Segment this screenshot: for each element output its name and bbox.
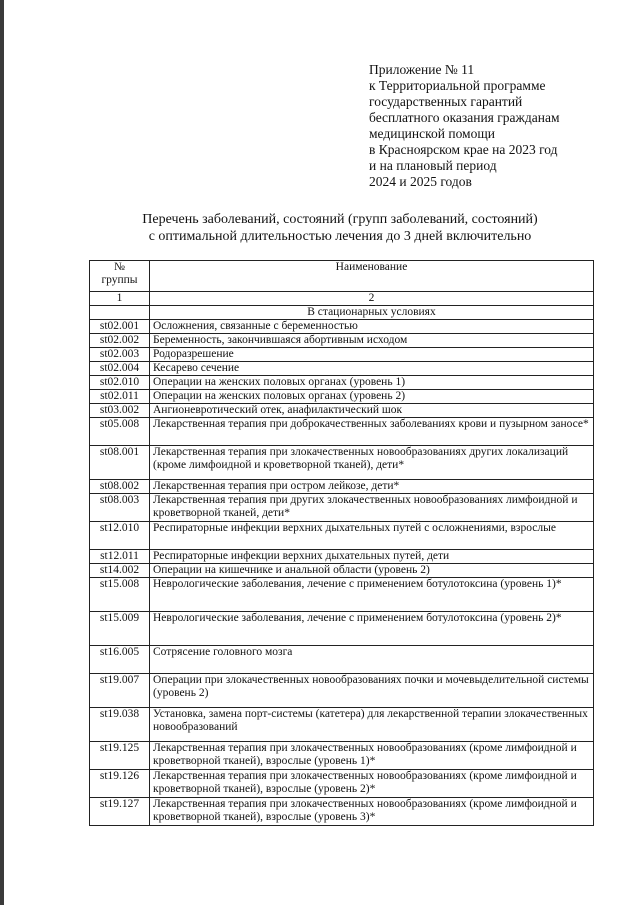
table-row: [90, 578, 594, 612]
group-code: st12.010: [90, 522, 150, 550]
group-name: Операции на женских половых органах (уровень 2): [150, 390, 594, 404]
table-row: [90, 494, 594, 522]
group-name: Осложнения, связанные с беременностью: [150, 320, 594, 334]
appendix-line: бесплатного оказания гражданам: [369, 110, 560, 125]
group-name: Операции при злокачественных новообразованиях почки и мочевыделительной системы (уровень 2): [150, 674, 594, 708]
group-code: st12.011: [90, 550, 150, 564]
group-code: st02.001: [90, 320, 150, 334]
document-title: [80, 211, 600, 245]
group-name: Неврологические заболевания, лечение с применением ботулотоксина (уровень 2)*: [150, 612, 594, 646]
table-row: [90, 646, 594, 674]
table-row: [90, 390, 594, 404]
table-row: [90, 798, 594, 826]
appendix-line: медицинской помощи: [369, 126, 495, 141]
appendix-block: [369, 62, 629, 190]
header-group-number: № группы: [90, 261, 150, 292]
table-row: [90, 564, 594, 578]
table-row: [90, 480, 594, 494]
group-code: st02.004: [90, 362, 150, 376]
group-code: st08.002: [90, 480, 150, 494]
appendix-line: и на плановый период: [369, 158, 497, 173]
group-code: st02.003: [90, 348, 150, 362]
table-row: [90, 418, 594, 446]
group-name: Операции на кишечнике и анальной области (уровень 2): [150, 564, 594, 578]
group-code: st19.038: [90, 708, 150, 742]
table-row: [90, 362, 594, 376]
table-row: [90, 404, 594, 418]
group-code: st02.010: [90, 376, 150, 390]
table-row: [90, 612, 594, 646]
group-name: Сотрясение головного мозга: [150, 646, 594, 674]
table-header-row: [90, 261, 594, 292]
group-code: st03.002: [90, 404, 150, 418]
appendix-line: к Территориальной программе: [369, 78, 546, 93]
appendix-line: Приложение № 11: [369, 62, 475, 77]
section-row: [90, 306, 594, 320]
group-name: Родоразрешение: [150, 348, 594, 362]
group-code: st15.009: [90, 612, 150, 646]
table-row: [90, 708, 594, 742]
appendix-line: 2024 и 2025 годов: [369, 174, 472, 189]
header-name: Наименование: [150, 261, 594, 292]
title-line-2: с оптимальной длительностью лечения до 3 дней включительно: [148, 229, 532, 244]
column-number-1: 1: [90, 292, 150, 306]
group-name: Лекарственная терапия при злокачественных новообразованиях (кроме лимфоидной и кроветворной тканей), взрослые (уровень 3)*: [150, 798, 594, 826]
group-code: st14.002: [90, 564, 150, 578]
table-row: [90, 376, 594, 390]
group-name: Ангионевротический отек, анафилактический шок: [150, 404, 594, 418]
column-number-2: 2: [150, 292, 594, 306]
scan-edge: [0, 0, 4, 905]
appendix-line: в Красноярском крае на 2023 год: [369, 142, 558, 157]
group-name: Лекарственная терапия при злокачественных новообразованиях (кроме лимфоидной и кроветворной тканей), взрослые (уровень 1)*: [150, 742, 594, 770]
group-code: st19.007: [90, 674, 150, 708]
group-name: Лекарственная терапия при других злокачественных новообразованиях лимфоидной и кроветворной тканей, дети*: [150, 494, 594, 522]
section-title: В стационарных условиях: [150, 306, 594, 320]
group-name: Лекарственная терапия при злокачественных новообразованиях других локализаций (кроме лимфоидной и кроветворной тканей), дети*: [150, 446, 594, 480]
group-name: Респираторные инфекции верхних дыхательных путей с осложнениями, взрослые: [150, 522, 594, 550]
group-code: st16.005: [90, 646, 150, 674]
group-name: Лекарственная терапия при остром лейкозе, дети*: [150, 480, 594, 494]
group-name: Лекарственная терапия при доброкачественных заболеваниях крови и пузырном заносе*: [150, 418, 594, 446]
table-row: [90, 522, 594, 550]
table-row: [90, 674, 594, 708]
appendix-line: государственных гарантий: [369, 94, 523, 109]
group-name: Операции на женских половых органах (уровень 1): [150, 376, 594, 390]
group-code: st08.001: [90, 446, 150, 480]
table-row: [90, 770, 594, 798]
disease-table: [89, 260, 594, 826]
table-row: [90, 334, 594, 348]
group-code: st19.127: [90, 798, 150, 826]
group-code: st08.003: [90, 494, 150, 522]
table-row: [90, 550, 594, 564]
group-code: st02.002: [90, 334, 150, 348]
table-row: [90, 446, 594, 480]
table-row: [90, 348, 594, 362]
title-line-1: Перечень заболеваний, состояний (групп заболеваний, состояний): [142, 212, 538, 227]
group-code: st02.011: [90, 390, 150, 404]
table-row: [90, 742, 594, 770]
group-code: st15.008: [90, 578, 150, 612]
group-name: Установка, замена порт-системы (катетера) для лекарственной терапии злокачественных новообразований: [150, 708, 594, 742]
group-name: Лекарственная терапия при злокачественных новообразованиях (кроме лимфоидной и кроветворной тканей), взрослые (уровень 2)*: [150, 770, 594, 798]
group-name: Респираторные инфекции верхних дыхательных путей, дети: [150, 550, 594, 564]
table-row: [90, 320, 594, 334]
group-code: st19.126: [90, 770, 150, 798]
group-name: Беременность, закончившаяся абортивным исходом: [150, 334, 594, 348]
column-numbers-row: [90, 292, 594, 306]
group-code: st05.008: [90, 418, 150, 446]
group-code: st19.125: [90, 742, 150, 770]
group-name: Неврологические заболевания, лечение с применением ботулотоксина (уровень 1)*: [150, 578, 594, 612]
group-name: Кесарево сечение: [150, 362, 594, 376]
